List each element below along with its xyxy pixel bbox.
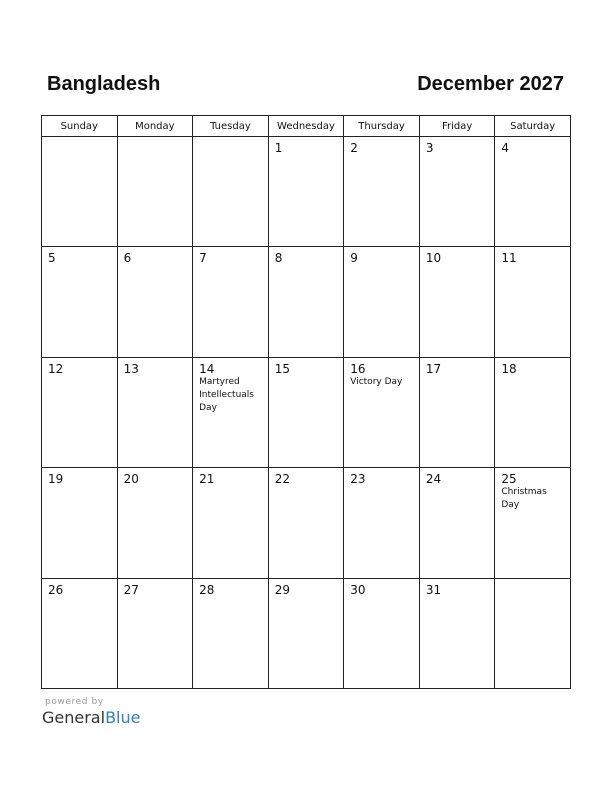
week-row-5 bbox=[42, 578, 571, 688]
day-cell bbox=[42, 468, 118, 578]
day-cell bbox=[419, 578, 495, 688]
day-cell bbox=[495, 468, 571, 578]
day-number: 1 bbox=[274, 141, 283, 155]
calendar-grid bbox=[41, 115, 571, 689]
week-row-2 bbox=[42, 247, 571, 357]
week-row-4 bbox=[42, 468, 571, 578]
weekday-sunday: Sunday bbox=[42, 116, 118, 137]
day-cell bbox=[42, 247, 118, 357]
day-number: 22 bbox=[274, 472, 290, 487]
day-number: 7 bbox=[199, 251, 207, 266]
day-cell bbox=[419, 468, 495, 578]
day-cell bbox=[117, 468, 193, 578]
day-number: 9 bbox=[350, 251, 358, 266]
day-cell bbox=[344, 468, 420, 578]
generalblue-logo[interactable] bbox=[42, 708, 140, 728]
day-number: 15 bbox=[274, 361, 290, 376]
day-cell bbox=[268, 468, 344, 578]
day-number: 26 bbox=[48, 582, 64, 597]
day-cell bbox=[495, 357, 571, 467]
day-cell bbox=[495, 247, 571, 357]
day-number: 18 bbox=[501, 361, 517, 376]
day-cell bbox=[344, 137, 420, 247]
day-cell bbox=[193, 137, 269, 247]
day-cell bbox=[268, 578, 344, 688]
day-number: 14 bbox=[199, 361, 215, 376]
day-cell bbox=[495, 578, 571, 688]
day-cell bbox=[117, 357, 193, 467]
weekday-friday: Friday bbox=[419, 116, 495, 137]
day-cell bbox=[268, 247, 344, 357]
day-cell bbox=[419, 137, 495, 247]
day-number: 31 bbox=[425, 582, 442, 597]
day-number: 3 bbox=[425, 141, 434, 155]
country-title: Bangladesh bbox=[47, 73, 161, 95]
weekday-wednesday: Wednesday bbox=[268, 116, 344, 137]
day-cell bbox=[419, 357, 495, 467]
brand-blue-text: Blue bbox=[105, 708, 141, 727]
holiday-label: Martyred Intellectuals Day bbox=[199, 376, 254, 413]
brand-general-text: General bbox=[42, 708, 106, 727]
day-number: 21 bbox=[199, 472, 215, 487]
day-cell bbox=[268, 137, 344, 247]
day-number: 30 bbox=[350, 582, 366, 597]
day-cell bbox=[193, 357, 269, 467]
day-number: 11 bbox=[501, 251, 517, 266]
day-cell bbox=[42, 137, 118, 247]
day-number: 4 bbox=[501, 141, 510, 155]
holiday-label: Victory Day bbox=[350, 376, 403, 387]
day-number: 24 bbox=[425, 472, 442, 487]
weekday-monday: Monday bbox=[117, 116, 193, 137]
week-row-1 bbox=[42, 137, 571, 247]
day-cell bbox=[193, 578, 269, 688]
day-cell bbox=[193, 468, 269, 578]
day-number: 23 bbox=[350, 472, 366, 487]
holiday-label: Christmas Day bbox=[501, 487, 547, 511]
day-number: 27 bbox=[123, 582, 139, 597]
day-number: 12 bbox=[48, 361, 64, 376]
day-cell bbox=[117, 247, 193, 357]
day-number: 28 bbox=[199, 582, 215, 597]
day-cell bbox=[344, 247, 420, 357]
day-cell bbox=[193, 247, 269, 357]
weekday-saturday: Saturday bbox=[495, 116, 571, 137]
day-cell bbox=[344, 357, 420, 467]
day-number: 29 bbox=[274, 582, 290, 597]
day-cell bbox=[268, 357, 344, 467]
day-cell bbox=[117, 578, 193, 688]
day-number: 6 bbox=[123, 251, 132, 266]
day-number: 25 bbox=[501, 472, 517, 487]
weekday-tuesday: Tuesday bbox=[193, 116, 269, 137]
weekday-header-row bbox=[42, 116, 571, 137]
day-number: 19 bbox=[48, 472, 64, 487]
powered-by-label: powered by bbox=[45, 697, 104, 707]
day-cell bbox=[344, 578, 420, 688]
weekday-thursday: Thursday bbox=[344, 116, 420, 137]
day-number: 5 bbox=[48, 251, 56, 266]
month-year-title: December 2027 bbox=[417, 73, 564, 95]
day-number: 17 bbox=[425, 361, 442, 376]
day-number: 2 bbox=[350, 141, 358, 155]
day-number: 13 bbox=[123, 361, 139, 376]
day-cell bbox=[42, 357, 118, 467]
day-cell bbox=[42, 578, 118, 688]
day-number: 8 bbox=[274, 251, 283, 266]
day-number: 10 bbox=[425, 251, 442, 266]
day-cell bbox=[419, 247, 495, 357]
day-number: 16 bbox=[350, 361, 366, 376]
day-cell bbox=[495, 137, 571, 247]
day-number: 20 bbox=[123, 472, 139, 487]
week-row-3 bbox=[42, 357, 571, 467]
day-cell bbox=[117, 137, 193, 247]
